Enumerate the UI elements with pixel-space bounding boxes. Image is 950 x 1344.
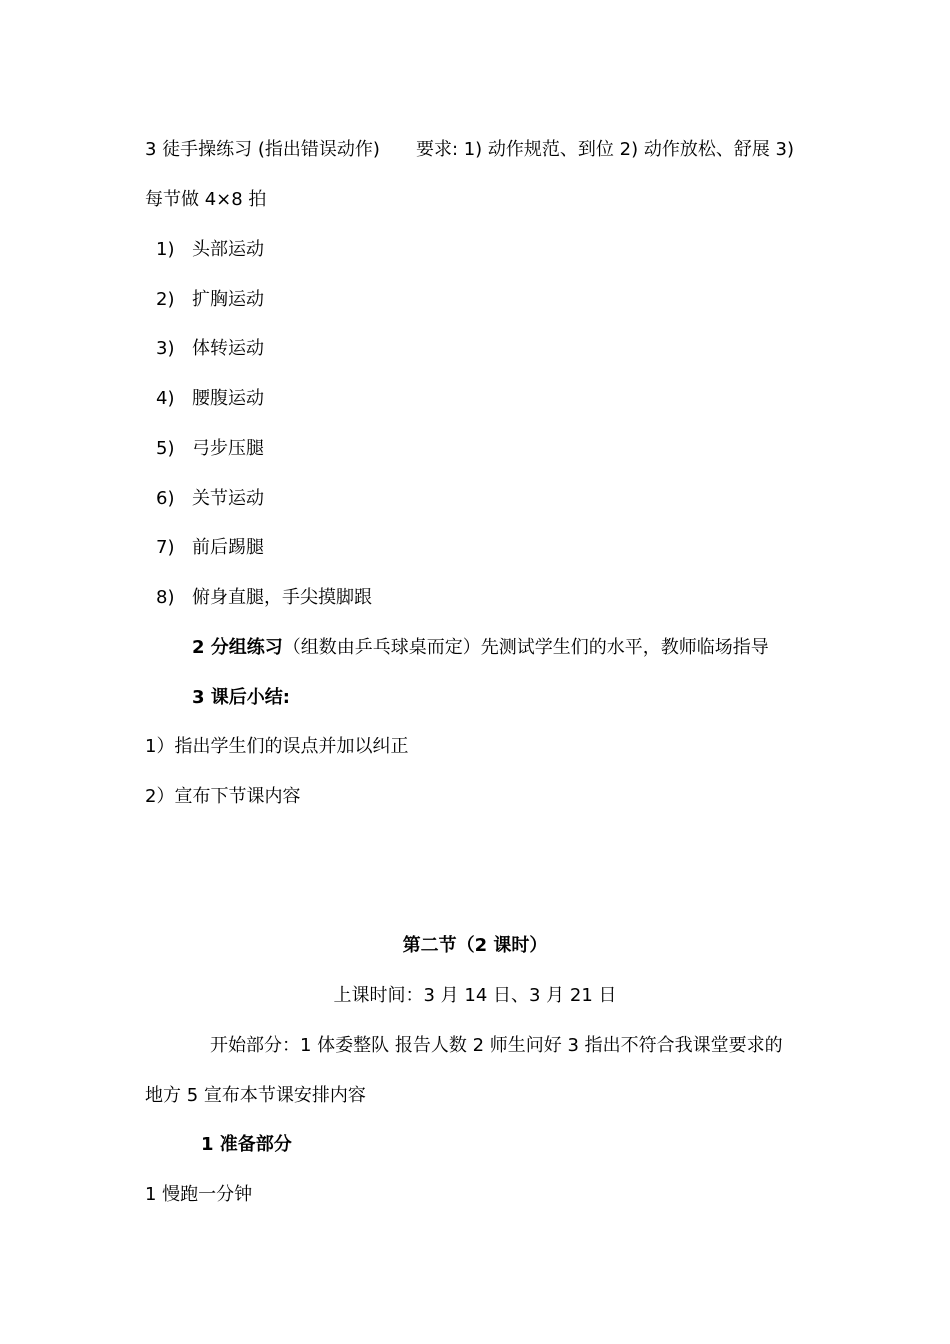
group-practice-heading: 2 分组练习: [192, 637, 283, 658]
list-text: 俯身直腿，手尖摸脚跟: [192, 587, 372, 608]
list-text: 关节运动: [192, 488, 264, 509]
group-practice-paragraph: [192, 636, 769, 660]
summary-item: 2）宣布下节课内容: [145, 786, 301, 807]
list-text: 前后踢腿: [192, 537, 264, 558]
start-section-line: 开始部分：1 体委整队 报告人数 2 师生问好 3 指出不符合我课堂要求的: [210, 1035, 783, 1056]
jog-item: 1 慢跑一分钟: [145, 1184, 253, 1205]
class-time: 上课时间：3 月 14 日、3 月 21 日: [333, 985, 617, 1006]
list-number: 7): [156, 537, 175, 558]
paragraph-line: 每节做 4×8 拍: [145, 189, 267, 210]
list-number: 3): [156, 338, 175, 359]
summary-heading: 3 课后小结:: [192, 687, 290, 708]
list-number: 6): [156, 488, 175, 509]
start-section-line: 地方 5 宣布本节课安排内容: [145, 1085, 366, 1106]
list-text: 体转运动: [192, 338, 264, 359]
list-text: 头部运动: [192, 239, 264, 260]
summary-item: 1）指出学生们的误点并加以纠正: [145, 736, 409, 757]
group-practice-text: （组数由乒乓球桌而定）先测试学生们的水平，教师临场指导: [282, 637, 769, 658]
section-title: 第二节（2 课时）: [402, 935, 548, 956]
list-number: 5): [156, 438, 175, 459]
list-number: 1): [156, 239, 175, 260]
list-number: 8): [156, 587, 175, 608]
list-text: 弓步压腿: [192, 438, 264, 459]
prep-heading: 1 准备部分: [201, 1134, 292, 1155]
list-text: 腰腹运动: [192, 388, 264, 409]
list-text: 扩胸运动: [192, 289, 264, 310]
list-number: 2): [156, 289, 175, 310]
list-number: 4): [156, 388, 175, 409]
paragraph-line: 3 徒手操练习 (指出错误动作) 要求: 1) 动作规范、到位 2) 动作放松、舒展 3): [145, 139, 795, 160]
